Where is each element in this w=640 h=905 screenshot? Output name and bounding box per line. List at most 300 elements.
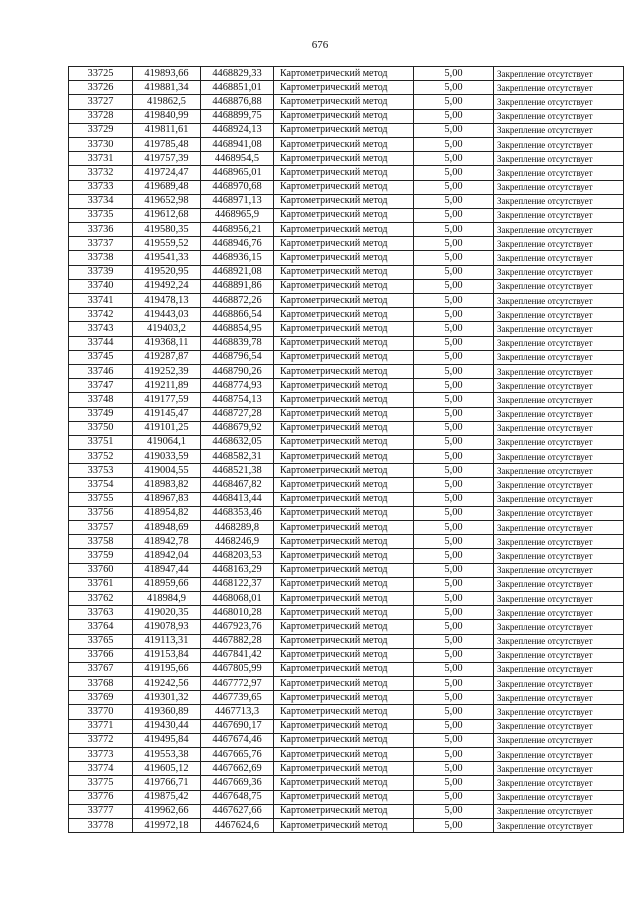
accuracy-cell: 5,00 <box>414 563 494 577</box>
accuracy-cell: 5,00 <box>414 677 494 691</box>
y-coordinate-cell: 4468122,37 <box>201 577 274 591</box>
fixing-description-cell: Закрепление отсутствует <box>494 620 624 634</box>
accuracy-cell: 5,00 <box>414 606 494 620</box>
y-coordinate-cell: 4468921,08 <box>201 265 274 279</box>
table-row <box>69 648 624 662</box>
x-coordinate-cell: 419145,47 <box>133 407 201 421</box>
method-cell: Картометрический метод <box>274 336 414 350</box>
y-coordinate-cell: 4468289,8 <box>201 521 274 535</box>
fixing-description-cell: Закрепление отсутствует <box>494 251 624 265</box>
method-cell: Картометрический метод <box>274 308 414 322</box>
method-cell: Картометрический метод <box>274 294 414 308</box>
x-coordinate-cell: 418983,82 <box>133 478 201 492</box>
accuracy-cell: 5,00 <box>414 67 494 81</box>
point-number-cell: 33737 <box>69 237 133 251</box>
x-coordinate-cell: 419242,56 <box>133 677 201 691</box>
fixing-description-cell: Закрепление отсутствует <box>494 180 624 194</box>
x-coordinate-cell: 418948,69 <box>133 521 201 535</box>
y-coordinate-cell: 4467805,99 <box>201 662 274 676</box>
point-number-cell: 33729 <box>69 123 133 137</box>
y-coordinate-cell: 4468467,82 <box>201 478 274 492</box>
table-row <box>69 606 624 620</box>
point-number-cell: 33728 <box>69 109 133 123</box>
table-row <box>69 166 624 180</box>
method-cell: Картометрический метод <box>274 748 414 762</box>
method-cell: Картометрический метод <box>274 194 414 208</box>
fixing-description-cell: Закрепление отсутствует <box>494 733 624 747</box>
method-cell: Картометрический метод <box>274 364 414 378</box>
fixing-description-cell: Закрепление отсутствует <box>494 265 624 279</box>
fixing-description-cell: Закрепление отсутствует <box>494 364 624 378</box>
x-coordinate-cell: 419520,95 <box>133 265 201 279</box>
method-cell: Картометрический метод <box>274 379 414 393</box>
method-cell: Картометрический метод <box>274 265 414 279</box>
table-row <box>69 634 624 648</box>
point-number-cell: 33769 <box>69 691 133 705</box>
x-coordinate-cell: 419252,39 <box>133 364 201 378</box>
method-cell: Картометрический метод <box>274 251 414 265</box>
fixing-description-cell: Закрепление отсутствует <box>494 464 624 478</box>
x-coordinate-cell: 419689,48 <box>133 180 201 194</box>
table-row <box>69 421 624 435</box>
y-coordinate-cell: 4468632,05 <box>201 435 274 449</box>
y-coordinate-cell: 4468521,38 <box>201 464 274 478</box>
point-number-cell: 33765 <box>69 634 133 648</box>
method-cell: Картометрический метод <box>274 137 414 151</box>
accuracy-cell: 5,00 <box>414 407 494 421</box>
accuracy-cell: 5,00 <box>414 251 494 265</box>
y-coordinate-cell: 4468163,29 <box>201 563 274 577</box>
method-cell: Картометрический метод <box>274 464 414 478</box>
point-number-cell: 33775 <box>69 776 133 790</box>
y-coordinate-cell: 4468790,26 <box>201 364 274 378</box>
point-number-cell: 33735 <box>69 208 133 222</box>
y-coordinate-cell: 4468936,15 <box>201 251 274 265</box>
fixing-description-cell: Закрепление отсутствует <box>494 804 624 818</box>
accuracy-cell: 5,00 <box>414 421 494 435</box>
method-cell: Картометрический метод <box>274 123 414 137</box>
point-number-cell: 33741 <box>69 294 133 308</box>
accuracy-cell: 5,00 <box>414 719 494 733</box>
accuracy-cell: 5,00 <box>414 95 494 109</box>
fixing-description-cell: Закрепление отсутствует <box>494 407 624 421</box>
table-row <box>69 137 624 151</box>
x-coordinate-cell: 419652,98 <box>133 194 201 208</box>
y-coordinate-cell: 4468956,21 <box>201 223 274 237</box>
table-row <box>69 790 624 804</box>
table-row <box>69 379 624 393</box>
x-coordinate-cell: 419881,34 <box>133 81 201 95</box>
point-number-cell: 33776 <box>69 790 133 804</box>
table-row <box>69 322 624 336</box>
x-coordinate-cell: 418967,83 <box>133 492 201 506</box>
fixing-description-cell: Закрепление отсутствует <box>494 762 624 776</box>
method-cell: Картометрический метод <box>274 180 414 194</box>
y-coordinate-cell: 4467662,69 <box>201 762 274 776</box>
method-cell: Картометрический метод <box>274 648 414 662</box>
table-row <box>69 350 624 364</box>
x-coordinate-cell: 419875,42 <box>133 790 201 804</box>
fixing-description-cell: Закрепление отсутствует <box>494 223 624 237</box>
fixing-description-cell: Закрепление отсутствует <box>494 308 624 322</box>
fixing-description-cell: Закрепление отсутствует <box>494 691 624 705</box>
point-number-cell: 33747 <box>69 379 133 393</box>
y-coordinate-cell: 4467674,46 <box>201 733 274 747</box>
fixing-description-cell: Закрепление отсутствует <box>494 152 624 166</box>
table-row <box>69 67 624 81</box>
method-cell: Картометрический метод <box>274 67 414 81</box>
method-cell: Картометрический метод <box>274 492 414 506</box>
point-number-cell: 33752 <box>69 450 133 464</box>
x-coordinate-cell: 419553,38 <box>133 748 201 762</box>
table-row <box>69 563 624 577</box>
table-row <box>69 393 624 407</box>
x-coordinate-cell: 419766,71 <box>133 776 201 790</box>
y-coordinate-cell: 4468970,68 <box>201 180 274 194</box>
fixing-description-cell: Закрепление отсутствует <box>494 379 624 393</box>
point-number-cell: 33756 <box>69 506 133 520</box>
x-coordinate-cell: 418942,78 <box>133 535 201 549</box>
accuracy-cell: 5,00 <box>414 294 494 308</box>
accuracy-cell: 5,00 <box>414 208 494 222</box>
fixing-description-cell: Закрепление отсутствует <box>494 705 624 719</box>
fixing-description-cell: Закрепление отсутствует <box>494 294 624 308</box>
table-row <box>69 776 624 790</box>
x-coordinate-cell: 419443,03 <box>133 308 201 322</box>
accuracy-cell: 5,00 <box>414 308 494 322</box>
method-cell: Картометрический метод <box>274 435 414 449</box>
table-row <box>69 308 624 322</box>
fixing-description-cell: Закрепление отсутствует <box>494 506 624 520</box>
y-coordinate-cell: 4468946,76 <box>201 237 274 251</box>
accuracy-cell: 5,00 <box>414 180 494 194</box>
point-number-cell: 33736 <box>69 223 133 237</box>
y-coordinate-cell: 4467772,97 <box>201 677 274 691</box>
y-coordinate-cell: 4468872,26 <box>201 294 274 308</box>
point-number-cell: 33727 <box>69 95 133 109</box>
y-coordinate-cell: 4467669,36 <box>201 776 274 790</box>
table-row <box>69 194 624 208</box>
table-row <box>69 279 624 293</box>
x-coordinate-cell: 419301,32 <box>133 691 201 705</box>
x-coordinate-cell: 419020,35 <box>133 606 201 620</box>
y-coordinate-cell: 4468829,33 <box>201 67 274 81</box>
method-cell: Картометрический метод <box>274 81 414 95</box>
x-coordinate-cell: 419430,44 <box>133 719 201 733</box>
y-coordinate-cell: 4468954,5 <box>201 152 274 166</box>
method-cell: Картометрический метод <box>274 677 414 691</box>
accuracy-cell: 5,00 <box>414 265 494 279</box>
accuracy-cell: 5,00 <box>414 137 494 151</box>
y-coordinate-cell: 4467624,6 <box>201 818 274 832</box>
point-number-cell: 33764 <box>69 620 133 634</box>
point-number-cell: 33778 <box>69 818 133 832</box>
fixing-description-cell: Закрепление отсутствует <box>494 591 624 605</box>
accuracy-cell: 5,00 <box>414 279 494 293</box>
x-coordinate-cell: 419862,5 <box>133 95 201 109</box>
y-coordinate-cell: 4467713,3 <box>201 705 274 719</box>
point-number-cell: 33726 <box>69 81 133 95</box>
table-row <box>69 123 624 137</box>
table-row <box>69 705 624 719</box>
accuracy-cell: 5,00 <box>414 336 494 350</box>
x-coordinate-cell: 419840,99 <box>133 109 201 123</box>
x-coordinate-cell: 418942,04 <box>133 549 201 563</box>
fixing-description-cell: Закрепление отсутствует <box>494 421 624 435</box>
accuracy-cell: 5,00 <box>414 691 494 705</box>
x-coordinate-cell: 419113,31 <box>133 634 201 648</box>
point-number-cell: 33742 <box>69 308 133 322</box>
fixing-description-cell: Закрепление отсутствует <box>494 208 624 222</box>
y-coordinate-cell: 4468941,08 <box>201 137 274 151</box>
table-row <box>69 464 624 478</box>
point-number-cell: 33751 <box>69 435 133 449</box>
table-row <box>69 450 624 464</box>
x-coordinate-cell: 419064,1 <box>133 435 201 449</box>
method-cell: Картометрический метод <box>274 279 414 293</box>
table-row <box>69 435 624 449</box>
method-cell: Картометрический метод <box>274 535 414 549</box>
fixing-description-cell: Закрепление отсутствует <box>494 478 624 492</box>
method-cell: Картометрический метод <box>274 109 414 123</box>
point-number-cell: 33745 <box>69 350 133 364</box>
table-row <box>69 577 624 591</box>
y-coordinate-cell: 4468582,31 <box>201 450 274 464</box>
fixing-description-cell: Закрепление отсутствует <box>494 435 624 449</box>
accuracy-cell: 5,00 <box>414 223 494 237</box>
fixing-description-cell: Закрепление отсутствует <box>494 350 624 364</box>
point-number-cell: 33772 <box>69 733 133 747</box>
point-number-cell: 33730 <box>69 137 133 151</box>
point-number-cell: 33725 <box>69 67 133 81</box>
method-cell: Картометрический метод <box>274 691 414 705</box>
table-row <box>69 180 624 194</box>
x-coordinate-cell: 419757,39 <box>133 152 201 166</box>
method-cell: Картометрический метод <box>274 506 414 520</box>
y-coordinate-cell: 4467665,76 <box>201 748 274 762</box>
accuracy-cell: 5,00 <box>414 237 494 251</box>
fixing-description-cell: Закрепление отсутствует <box>494 67 624 81</box>
accuracy-cell: 5,00 <box>414 521 494 535</box>
point-number-cell: 33739 <box>69 265 133 279</box>
method-cell: Картометрический метод <box>274 393 414 407</box>
x-coordinate-cell: 419478,13 <box>133 294 201 308</box>
fixing-description-cell: Закрепление отсутствует <box>494 648 624 662</box>
method-cell: Картометрический метод <box>274 549 414 563</box>
y-coordinate-cell: 4468068,01 <box>201 591 274 605</box>
x-coordinate-cell: 419724,47 <box>133 166 201 180</box>
accuracy-cell: 5,00 <box>414 435 494 449</box>
accuracy-cell: 5,00 <box>414 549 494 563</box>
y-coordinate-cell: 4468866,54 <box>201 308 274 322</box>
point-number-cell: 33763 <box>69 606 133 620</box>
point-number-cell: 33774 <box>69 762 133 776</box>
method-cell: Картометрический метод <box>274 818 414 832</box>
x-coordinate-cell: 419972,18 <box>133 818 201 832</box>
fixing-description-cell: Закрепление отсутствует <box>494 137 624 151</box>
accuracy-cell: 5,00 <box>414 748 494 762</box>
x-coordinate-cell: 419033,59 <box>133 450 201 464</box>
point-number-cell: 33768 <box>69 677 133 691</box>
table-row <box>69 364 624 378</box>
table-row <box>69 521 624 535</box>
table-row <box>69 223 624 237</box>
point-number-cell: 33754 <box>69 478 133 492</box>
y-coordinate-cell: 4468754,13 <box>201 393 274 407</box>
fixing-description-cell: Закрепление отсутствует <box>494 818 624 832</box>
y-coordinate-cell: 4468679,92 <box>201 421 274 435</box>
table-row <box>69 506 624 520</box>
table-row <box>69 208 624 222</box>
x-coordinate-cell: 419612,68 <box>133 208 201 222</box>
y-coordinate-cell: 4468353,46 <box>201 506 274 520</box>
x-coordinate-cell: 419580,35 <box>133 223 201 237</box>
y-coordinate-cell: 4468851,01 <box>201 81 274 95</box>
x-coordinate-cell: 419559,52 <box>133 237 201 251</box>
y-coordinate-cell: 4468246,9 <box>201 535 274 549</box>
table-row <box>69 95 624 109</box>
accuracy-cell: 5,00 <box>414 818 494 832</box>
fixing-description-cell: Закрепление отсутствует <box>494 322 624 336</box>
accuracy-cell: 5,00 <box>414 194 494 208</box>
fixing-description-cell: Закрепление отсутствует <box>494 393 624 407</box>
x-coordinate-cell: 418947,44 <box>133 563 201 577</box>
y-coordinate-cell: 4468839,78 <box>201 336 274 350</box>
x-coordinate-cell: 418984,9 <box>133 591 201 605</box>
y-coordinate-cell: 4467841,42 <box>201 648 274 662</box>
y-coordinate-cell: 4468965,01 <box>201 166 274 180</box>
accuracy-cell: 5,00 <box>414 379 494 393</box>
method-cell: Картометрический метод <box>274 620 414 634</box>
x-coordinate-cell: 419287,87 <box>133 350 201 364</box>
point-number-cell: 33746 <box>69 364 133 378</box>
point-number-cell: 33731 <box>69 152 133 166</box>
method-cell: Картометрический метод <box>274 450 414 464</box>
accuracy-cell: 5,00 <box>414 166 494 180</box>
coordinates-table <box>68 66 624 833</box>
y-coordinate-cell: 4468774,93 <box>201 379 274 393</box>
point-number-cell: 33762 <box>69 591 133 605</box>
x-coordinate-cell: 419495,84 <box>133 733 201 747</box>
y-coordinate-cell: 4467648,75 <box>201 790 274 804</box>
method-cell: Картометрический метод <box>274 223 414 237</box>
fixing-description-cell: Закрепление отсутствует <box>494 166 624 180</box>
x-coordinate-cell: 418959,66 <box>133 577 201 591</box>
table-row <box>69 407 624 421</box>
point-number-cell: 33749 <box>69 407 133 421</box>
accuracy-cell: 5,00 <box>414 733 494 747</box>
fixing-description-cell: Закрепление отсутствует <box>494 634 624 648</box>
table-row <box>69 251 624 265</box>
x-coordinate-cell: 418954,82 <box>133 506 201 520</box>
x-coordinate-cell: 419211,89 <box>133 379 201 393</box>
y-coordinate-cell: 4468876,88 <box>201 95 274 109</box>
table-row <box>69 492 624 506</box>
point-number-cell: 33760 <box>69 563 133 577</box>
y-coordinate-cell: 4467690,17 <box>201 719 274 733</box>
accuracy-cell: 5,00 <box>414 123 494 137</box>
method-cell: Картометрический метод <box>274 762 414 776</box>
method-cell: Картометрический метод <box>274 790 414 804</box>
y-coordinate-cell: 4467739,65 <box>201 691 274 705</box>
table-row <box>69 535 624 549</box>
accuracy-cell: 5,00 <box>414 322 494 336</box>
accuracy-cell: 5,00 <box>414 450 494 464</box>
accuracy-cell: 5,00 <box>414 535 494 549</box>
table-row <box>69 152 624 166</box>
table-row <box>69 691 624 705</box>
table-row <box>69 478 624 492</box>
point-number-cell: 33744 <box>69 336 133 350</box>
fixing-description-cell: Закрепление отсутствует <box>494 237 624 251</box>
fixing-description-cell: Закрепление отсутствует <box>494 81 624 95</box>
point-number-cell: 33733 <box>69 180 133 194</box>
fixing-description-cell: Закрепление отсутствует <box>494 109 624 123</box>
table-row <box>69 748 624 762</box>
y-coordinate-cell: 4468971,13 <box>201 194 274 208</box>
fixing-description-cell: Закрепление отсутствует <box>494 790 624 804</box>
table-row <box>69 719 624 733</box>
point-number-cell: 33738 <box>69 251 133 265</box>
y-coordinate-cell: 4468965,9 <box>201 208 274 222</box>
accuracy-cell: 5,00 <box>414 634 494 648</box>
fixing-description-cell: Закрепление отсутствует <box>494 662 624 676</box>
point-number-cell: 33759 <box>69 549 133 563</box>
x-coordinate-cell: 419811,61 <box>133 123 201 137</box>
method-cell: Картометрический метод <box>274 521 414 535</box>
fixing-description-cell: Закрепление отсутствует <box>494 123 624 137</box>
accuracy-cell: 5,00 <box>414 492 494 506</box>
x-coordinate-cell: 419541,33 <box>133 251 201 265</box>
fixing-description-cell: Закрепление отсутствует <box>494 677 624 691</box>
point-number-cell: 33755 <box>69 492 133 506</box>
x-coordinate-cell: 419368,11 <box>133 336 201 350</box>
point-number-cell: 33757 <box>69 521 133 535</box>
x-coordinate-cell: 419177,59 <box>133 393 201 407</box>
fixing-description-cell: Закрепление отсутствует <box>494 535 624 549</box>
point-number-cell: 33777 <box>69 804 133 818</box>
y-coordinate-cell: 4468891,86 <box>201 279 274 293</box>
accuracy-cell: 5,00 <box>414 350 494 364</box>
x-coordinate-cell: 419101,25 <box>133 421 201 435</box>
y-coordinate-cell: 4468899,75 <box>201 109 274 123</box>
fixing-description-cell: Закрепление отсутствует <box>494 748 624 762</box>
x-coordinate-cell: 419893,66 <box>133 67 201 81</box>
accuracy-cell: 5,00 <box>414 762 494 776</box>
y-coordinate-cell: 4468413,44 <box>201 492 274 506</box>
x-coordinate-cell: 419605,12 <box>133 762 201 776</box>
method-cell: Картометрический метод <box>274 478 414 492</box>
y-coordinate-cell: 4468796,54 <box>201 350 274 364</box>
point-number-cell: 33750 <box>69 421 133 435</box>
y-coordinate-cell: 4467882,28 <box>201 634 274 648</box>
method-cell: Картометрический метод <box>274 606 414 620</box>
fixing-description-cell: Закрепление отсутствует <box>494 450 624 464</box>
y-coordinate-cell: 4468924,13 <box>201 123 274 137</box>
accuracy-cell: 5,00 <box>414 662 494 676</box>
y-coordinate-cell: 4468203,53 <box>201 549 274 563</box>
table-row <box>69 237 624 251</box>
x-coordinate-cell: 419004,55 <box>133 464 201 478</box>
x-coordinate-cell: 419785,48 <box>133 137 201 151</box>
accuracy-cell: 5,00 <box>414 478 494 492</box>
method-cell: Картометрический метод <box>274 733 414 747</box>
accuracy-cell: 5,00 <box>414 152 494 166</box>
accuracy-cell: 5,00 <box>414 506 494 520</box>
method-cell: Картометрический метод <box>274 804 414 818</box>
accuracy-cell: 5,00 <box>414 620 494 634</box>
accuracy-cell: 5,00 <box>414 804 494 818</box>
